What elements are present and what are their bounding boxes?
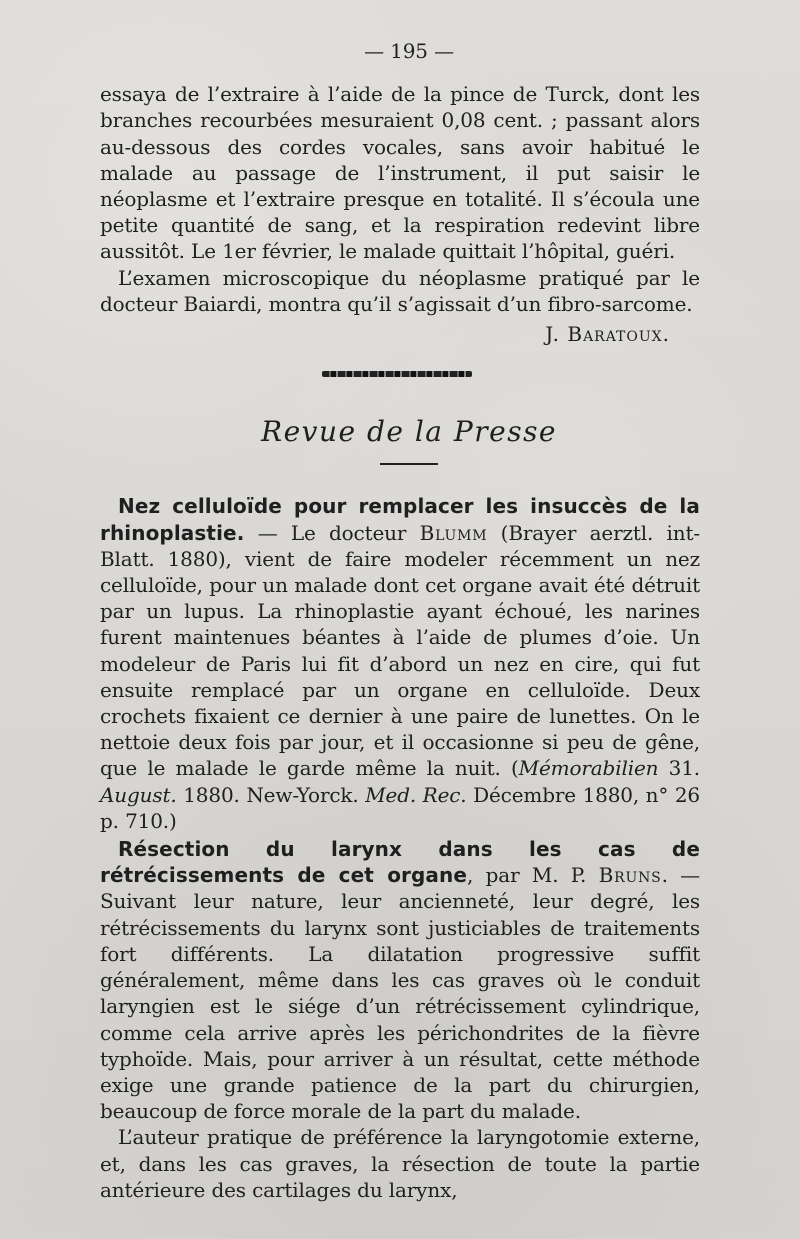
- article-1-dash: — Le docteur: [244, 520, 420, 545]
- article-1-author: Blumm: [419, 520, 488, 545]
- article-1-source-2: August.: [100, 782, 177, 807]
- article-title-1: Nez celluloïde pour remplacer les insuccès de la rhinoplastie.: [100, 494, 700, 545]
- article-2-text-1: , par M. P.: [467, 863, 599, 888]
- article-2-author: Bruns: [598, 863, 662, 888]
- article-1-text-2: 31.: [658, 756, 700, 781]
- ornamental-rule: [322, 371, 472, 377]
- intro-paragraph-2: L’examen microscopique du néoplasme pratiqué par le docteur Baiardi, montra qu’il s’agissait d’un fibro-sarcome.: [100, 265, 700, 316]
- section-title: Revue de la Presse: [260, 415, 558, 449]
- intro-paragraph-1: essaya de l’extraire à l’aide de la pince de Turck, dont les branches recourbées mesuraient 0,08 cent. ; passant alors au-dessous des cordes vocales, sans avoir habitué le malade au passage de l’instrument, il put saisir le néoplasme et l’extraire presque en totalité. Il s’écoula une petite quantité de sang, et la respiration redevint libre aussitôt. Le 1er février, le malade quittait l’hôpital, guéri.: [100, 82, 700, 264]
- article-1-source-3: Med. Rec.: [365, 782, 467, 807]
- article-2-text-2: . — Suivant leur nature, leur ancienneté, leur degré, les rétrécissements du larynx sont justiciables de traitements fort différents. La dilatation progressive suffit généralement, même dans les cas graves où le conduit laryngien est le siége d’un rétrécissement cylindrique, comme cela arrive après les périchondrites de la fièvre typhoïde. Mais, pour arriver à un résultat, cette méthode exige une grande patience de la part du chirurgien, beaucoup de force morale de la part du malade.: [100, 863, 701, 1124]
- author-signature: J. Baratoux.: [545, 322, 670, 347]
- article-title-2: Résection du larynx dans les cas de rétrécissements de cet organe: [100, 837, 700, 888]
- article-1-text-1: (Brayer aerztl. int-Blatt. 1880), vient de faire modeler récemment un nez celluloïde, pour un malade dont cet organe avait été détruit par un lupus. La rhinoplastie ayant échoué, les narines furent maintenues béantes à l’aide de plumes d’oie. Un modeleur de Paris lui fit d’abord un nez en cire, qui fut ensuite remplacé par un organe en celluloïde. Deux crochets fixaient ce dernier à une paire de lunettes. On le nettoie deux fois par jour, et il occasionne si peu de gêne, que le malade le garde même la nuit. (: [100, 520, 700, 781]
- title-rule: [380, 463, 438, 465]
- article-1-source-1: Mémorabilien: [518, 756, 659, 781]
- section-divider: [100, 357, 700, 393]
- page-number: — 195 —: [364, 39, 454, 63]
- article-paragraph-2: [100, 836, 700, 1124]
- article-1-text-4: Décembre 1880, n° 26 p. 710.): [100, 782, 701, 833]
- article-1-text-3: 1880. New-Yorck.: [176, 782, 366, 807]
- article-paragraph-1: [100, 493, 700, 834]
- page-content: [100, 38, 700, 1203]
- article-paragraph-3: L’auteur pratique de préférence la laryngotomie externe, et, dans les cas graves, la résection de toute la partie antérieure des cartilages du larynx,: [100, 1125, 700, 1202]
